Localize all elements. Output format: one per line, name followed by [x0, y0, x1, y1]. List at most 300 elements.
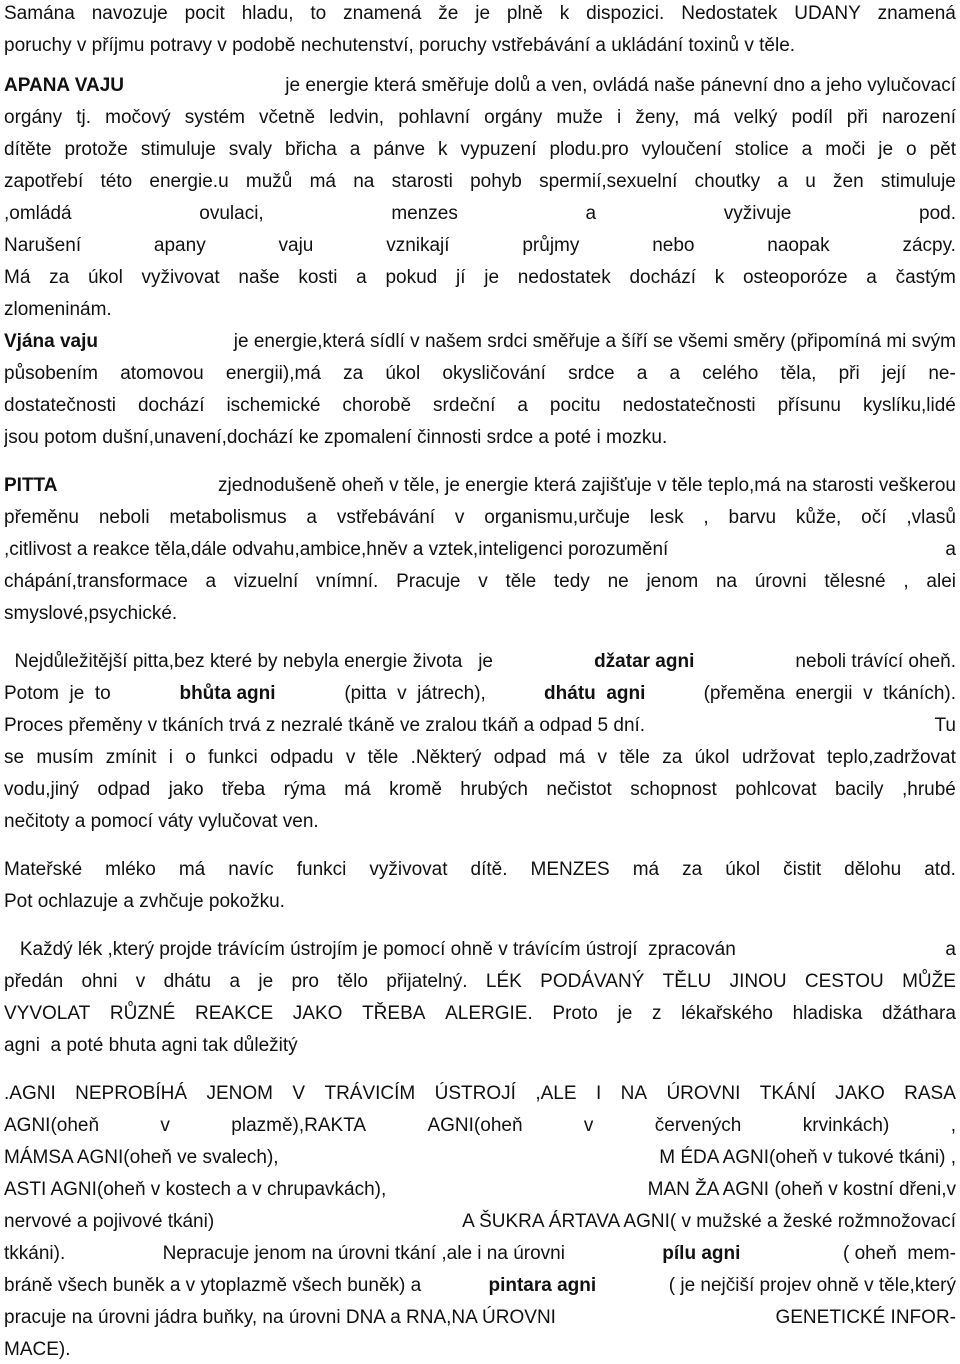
word: srdce [568, 363, 615, 384]
text-segment [4, 568, 956, 596]
text-line [4, 808, 956, 836]
bold-term: dhátu agni [544, 683, 646, 704]
word: RŮZNÉ [109, 1003, 176, 1024]
word: že [438, 3, 459, 24]
text-segment: zácpy. [902, 235, 956, 256]
text-line [4, 104, 956, 132]
word: RASA [904, 1083, 956, 1104]
word: vizuelní [233, 571, 299, 592]
word: hladiska [792, 1003, 863, 1024]
word: orgány [4, 107, 63, 128]
word: má [344, 779, 371, 800]
word: pokud [385, 267, 438, 288]
word: při [846, 107, 868, 128]
word: JAKO [292, 1003, 343, 1024]
word: je [617, 1003, 633, 1024]
word: za [662, 747, 683, 768]
text-segment: menzes [391, 203, 458, 224]
text-segment: (pitta v játrech), [333, 683, 486, 704]
word: má [693, 107, 720, 128]
word: TŘEBA [362, 1003, 426, 1024]
word: to [310, 3, 327, 24]
word: vstřebávání [336, 507, 436, 528]
word: odpad [493, 747, 547, 768]
text-segment: MACE). [4, 1339, 71, 1360]
text-segment: a [585, 203, 597, 224]
word: stimuluje [880, 171, 956, 192]
text-segment [4, 0, 956, 28]
word: této [100, 171, 133, 192]
word: dostatečnosti [4, 395, 116, 416]
word: .Některý [410, 747, 482, 768]
text-segment: (přeměna energii v tkáních). [703, 683, 956, 704]
word: a [866, 267, 877, 288]
word: JINOU [729, 971, 787, 992]
word: LÉK [485, 971, 522, 992]
text-line [4, 648, 956, 676]
word: močový [105, 107, 171, 128]
text-segment: poruchy v příjmu potravy v podobě nechutenství, poruchy vstřebávání a ukládání toxinů v těle. [4, 35, 796, 56]
word: lesk [649, 507, 684, 528]
word: a [306, 507, 317, 528]
word: a [669, 363, 681, 384]
word: navozuje [91, 3, 168, 24]
word: Proto [552, 1003, 598, 1024]
word: a [636, 363, 648, 384]
text-line [4, 232, 956, 260]
word: zmínit [105, 747, 157, 768]
text-segment: krvinkách) [802, 1115, 890, 1136]
word: a [777, 171, 788, 192]
text-line [4, 1144, 956, 1172]
text-segment: ( je nejčiší projev ohně v těle,který [663, 1275, 956, 1296]
text-segment: MÁMSA AGNI(oheň ve svalech), [4, 1147, 279, 1168]
text-line [4, 424, 956, 452]
text-line [4, 1032, 956, 1060]
word: úrovni [754, 571, 807, 592]
text-line [4, 1000, 956, 1028]
word: atomovou [120, 363, 204, 384]
text-segment: ,omládá [4, 203, 72, 224]
word: svaly [228, 139, 273, 160]
word: muže [556, 107, 603, 128]
text-segment: ovulaci, [199, 203, 264, 224]
word: ženy, [635, 107, 680, 128]
text-segment: a [945, 539, 956, 560]
word: pohlcovat [735, 779, 817, 800]
word: rýma [283, 779, 326, 800]
word: PODÁVANÝ [540, 971, 645, 992]
word: ohni [81, 971, 118, 992]
word: metabolismus [169, 507, 287, 528]
text-segment: Narušení [4, 235, 82, 256]
text-line [4, 296, 956, 324]
word: tedy [553, 571, 590, 592]
word: a [801, 139, 813, 160]
word: stolice [734, 139, 789, 160]
word: naše [238, 267, 280, 288]
word: vypuzení [460, 139, 537, 160]
word: má [309, 171, 336, 192]
word: teplo,zadržovat [827, 747, 956, 768]
text-line [4, 1304, 956, 1332]
word: organismu,určuje [484, 507, 630, 528]
word: úkol [87, 267, 123, 288]
text-line [4, 856, 956, 884]
word: celého [702, 363, 759, 384]
text-segment: vaju [278, 235, 314, 256]
word: znamená [877, 3, 956, 24]
text-line [4, 72, 956, 100]
text-line [4, 1240, 956, 1268]
word: tj. [76, 107, 92, 128]
word: má [178, 859, 206, 880]
word: o [906, 139, 917, 160]
word: Pracuje [396, 571, 461, 592]
word: břicha [285, 139, 337, 160]
word: působením [4, 363, 99, 384]
word: ,vlasů [906, 507, 956, 528]
text-segment: pracuje na úrovni jádra buňky, na úrovni DNA a RNA,NA ÚROVNI [4, 1307, 556, 1328]
word: Nedostatek [681, 3, 778, 24]
text-segment: je energie,která sídlí v našem srdci směřuje a šíří se všemi směry (připomíná mi svým [228, 331, 956, 352]
text-segment: neboli trávící oheň. [790, 651, 956, 672]
text-segment: tkkáni). [4, 1243, 66, 1264]
word: nedostatek [517, 267, 611, 288]
text-segment: Tu [934, 715, 956, 736]
text-segment [4, 104, 956, 132]
word: chorobě [342, 395, 412, 416]
word: má [632, 859, 660, 880]
text-segment [4, 968, 956, 996]
word: na [715, 571, 738, 592]
text-segment: bráně všech buněk a v ytoplazmě všech buněk) a [4, 1275, 422, 1296]
word: pro [291, 971, 319, 992]
word: musím [36, 747, 94, 768]
text-line [4, 712, 956, 740]
word: vyloučení [641, 139, 722, 160]
word: těle [619, 747, 650, 768]
word: dochází [629, 267, 697, 288]
word: ne [607, 571, 629, 592]
text-segment [4, 360, 956, 388]
text-segment: Nepracuje jenom na úrovni tkání ,ale i na úrovni [162, 1243, 565, 1264]
text-segment: Pot ochlazuje a zvhčuje pokožku. [4, 891, 285, 912]
word: dhátu [163, 971, 212, 992]
word: MŮŽE [902, 971, 956, 992]
word: UDANY [794, 3, 861, 24]
bold-term: Vjána vaju [4, 331, 98, 352]
word: jako [168, 779, 204, 800]
text-segment: průjmy [522, 235, 580, 256]
word: žen [833, 171, 864, 192]
text-line [4, 32, 956, 60]
text-line [4, 264, 956, 292]
word: velký [734, 107, 778, 128]
word: za [682, 859, 703, 880]
word: alei [926, 571, 956, 592]
text-segment: Potom je to [4, 683, 122, 704]
text-segment: zjednodušeně oheň v těle, je energie která zajišťuje v těle teplo,má na starosti veškerou [207, 475, 956, 496]
word: kůže, [795, 507, 842, 528]
word: při [838, 363, 860, 384]
text-segment: červených [654, 1115, 742, 1136]
word: vnímní. [316, 571, 379, 592]
text-line [4, 888, 956, 916]
word: ÚROVNI [666, 1083, 741, 1104]
word: CESTOU [804, 971, 884, 992]
word: mléko [105, 859, 156, 880]
text-segment: smyslové,psychické. [4, 603, 178, 624]
text-segment [4, 856, 956, 884]
word: dispozici. [586, 3, 665, 24]
word: ALERGIE. [445, 1003, 533, 1024]
text-segment: pod. [919, 203, 956, 224]
text-line [4, 680, 956, 708]
text-segment: plazmě),RAKTA [231, 1115, 367, 1136]
text-segment: ,citlivost a reakce těla,dále odvahu,ambice,hněv a vztek,inteligenci porozumění [4, 539, 669, 560]
word: je [878, 139, 894, 160]
word: plodu.pro [549, 139, 629, 160]
word: barvu [728, 507, 777, 528]
word: TĚLU [662, 971, 712, 992]
word: těla, [780, 363, 817, 384]
text-line [4, 1112, 956, 1140]
word: funkci [296, 859, 347, 880]
word: kyslíku,lidé [862, 395, 956, 416]
text-line [4, 360, 956, 388]
word: podíl [791, 107, 833, 128]
bold-term: bhůta agni [179, 683, 276, 704]
text-segment: nečitoty a pomocí váty vylučovat ven. [4, 811, 319, 832]
word: a [517, 395, 528, 416]
word: jí [456, 267, 466, 288]
text-line [4, 536, 956, 564]
word: i [168, 747, 173, 768]
word: pohlavní [398, 107, 471, 128]
text-segment: GENETICKÉ INFOR- [775, 1307, 956, 1328]
word: její [881, 363, 907, 384]
text-line [4, 936, 956, 964]
word: funkci [208, 747, 258, 768]
word: kosti [298, 267, 338, 288]
word: NA [620, 1083, 648, 1104]
text-segment: vznikají [386, 235, 450, 256]
word: JAKO [835, 1083, 885, 1104]
word: čistit [783, 859, 822, 880]
text-segment [4, 136, 956, 164]
text-segment: v [160, 1115, 170, 1136]
word: pět [929, 139, 956, 160]
text-segment: A ŠUKRA ÁRTAVA AGNI( v mužské a žeské rožmnožovací [462, 1211, 956, 1232]
word: pánve [373, 139, 426, 160]
word: pocit [184, 3, 225, 24]
word: zapotřebí [4, 171, 84, 192]
word: včetně [259, 107, 316, 128]
text-line [4, 504, 956, 532]
word: , [903, 571, 909, 592]
word: I [595, 1083, 602, 1104]
word: srdeční [433, 395, 496, 416]
text-line [4, 1272, 956, 1300]
text-line [4, 392, 956, 420]
word: na [353, 171, 375, 192]
text-segment: nebo [652, 235, 695, 256]
word: .AGNI [4, 1083, 56, 1104]
word: lékařského [681, 1003, 773, 1024]
word: orgány [484, 107, 543, 128]
bold-term: džatar agni [594, 651, 695, 672]
word: u [805, 171, 816, 192]
word: má [558, 747, 586, 768]
text-line [4, 1336, 956, 1364]
text-segment [4, 504, 956, 532]
bold-term: APANA VAJU [4, 75, 124, 96]
text-segment: ( oheň mem- [837, 1243, 956, 1264]
bold-term: PITTA [4, 475, 58, 496]
word: přeměnu [4, 507, 79, 528]
word: MENZES [530, 859, 610, 880]
text-line [4, 136, 956, 164]
bold-term: pílu agni [662, 1243, 741, 1264]
word: hrubých [460, 779, 528, 800]
text-segment [4, 1000, 956, 1028]
word: , [703, 507, 709, 528]
word: vyživovat [369, 859, 448, 880]
word: hladu, [241, 3, 294, 24]
word: těle [367, 747, 399, 768]
text-segment: nervové a pojivové tkáni) [4, 1211, 215, 1232]
text-segment: jsou potom dušní,unavení,dochází ke zpomalení činnosti srdce a poté i mozku. [4, 427, 668, 448]
word: nečistot [546, 779, 612, 800]
word: spermií,sexuelní [539, 171, 678, 192]
word: choutky [694, 171, 761, 192]
word: narození [882, 107, 956, 128]
text-segment: Proces přeměny v tkáních trvá z nezralé tkáně ve zralou tkáň a odpad 5 dní. [4, 715, 646, 736]
word: a [356, 267, 367, 288]
text-line [4, 1080, 956, 1108]
word: úkol [385, 363, 421, 384]
word: pohyb [470, 171, 522, 192]
word: Mateřské [4, 859, 83, 880]
word: v [478, 571, 488, 592]
word: Samána [4, 3, 75, 24]
text-line [4, 744, 956, 772]
word: k [437, 139, 448, 160]
text-segment [4, 776, 956, 804]
word: plně [506, 3, 543, 24]
text-line [4, 0, 956, 28]
word: jenom [646, 571, 699, 592]
word: vodu,jiný [4, 779, 79, 800]
word: k [559, 3, 570, 24]
word: i [617, 107, 622, 128]
word: chápání,transformace [4, 571, 188, 592]
text-segment: agni a poté bhuta agni tak důležitý [4, 1035, 298, 1056]
text-segment: v [583, 1115, 594, 1136]
text-line [4, 600, 956, 628]
text-segment [4, 264, 956, 292]
text-segment [4, 744, 956, 772]
word: dochází [137, 395, 205, 416]
word: v [597, 747, 608, 768]
word: moči [825, 139, 866, 160]
text-segment: zlomeninám. [4, 299, 112, 320]
text-line [4, 1208, 956, 1236]
word: ne- [928, 363, 956, 384]
word: za [343, 363, 364, 384]
word: přijatelný. [386, 971, 468, 992]
text-line [4, 1176, 956, 1204]
text-segment: AGNI(oheň [427, 1115, 523, 1136]
word: energii),má [225, 363, 321, 384]
word: dělohu [844, 859, 902, 880]
text-segment: M ÉDA AGNI(oheň v tukové tkáni) , [659, 1147, 956, 1168]
word: očí [861, 507, 887, 528]
text-line [4, 968, 956, 996]
word: o [185, 747, 196, 768]
text-line [4, 168, 956, 196]
word: navíc [228, 859, 274, 880]
text-line [4, 776, 956, 804]
word: NEPROBÍHÁ [75, 1083, 188, 1104]
word: schopnost [630, 779, 717, 800]
word: ledvin, [329, 107, 385, 128]
text-segment: a [945, 939, 956, 960]
word: ischemické [226, 395, 321, 416]
word: systém [184, 107, 245, 128]
text-line [4, 200, 956, 228]
word: kromě [389, 779, 442, 800]
word: džáthara [882, 1003, 956, 1024]
word: starosti [391, 171, 453, 192]
word: úkol [694, 747, 730, 768]
word: okysličování [442, 363, 546, 384]
word: se [4, 747, 25, 768]
word: osteoporóze [742, 267, 848, 288]
word: bacily [834, 779, 884, 800]
word: v [454, 507, 465, 528]
word: předán [4, 971, 64, 992]
text-segment [4, 392, 956, 420]
word: dítě. [470, 859, 508, 880]
text-segment: MAN ŽA AGNI (oheň v kostní dřeni,v [647, 1179, 956, 1200]
text-segment: apany [153, 235, 206, 256]
text-line [4, 328, 956, 356]
text-line [4, 568, 956, 596]
word: atd. [924, 859, 956, 880]
word: ,ALE [535, 1083, 577, 1104]
word: dítěte [4, 139, 52, 160]
word: ÚSTROJÍ [434, 1083, 516, 1104]
word: JENOM [206, 1083, 273, 1104]
word: neboli [98, 507, 150, 528]
text-segment: vyživuje [723, 203, 792, 224]
word: za [49, 267, 70, 288]
word: v [135, 971, 146, 992]
text-segment: naopak [767, 235, 830, 256]
word: tělesné [824, 571, 886, 592]
word: V [292, 1083, 306, 1104]
word: těle [505, 571, 537, 592]
word: přísunu [777, 395, 841, 416]
text-segment: AGNI(oheň [4, 1115, 100, 1136]
word: odpadu [270, 747, 334, 768]
word: pocitu [549, 395, 601, 416]
word: VYVOLAT [4, 1003, 91, 1024]
word: REAKCE [195, 1003, 274, 1024]
text-segment [4, 1080, 956, 1108]
